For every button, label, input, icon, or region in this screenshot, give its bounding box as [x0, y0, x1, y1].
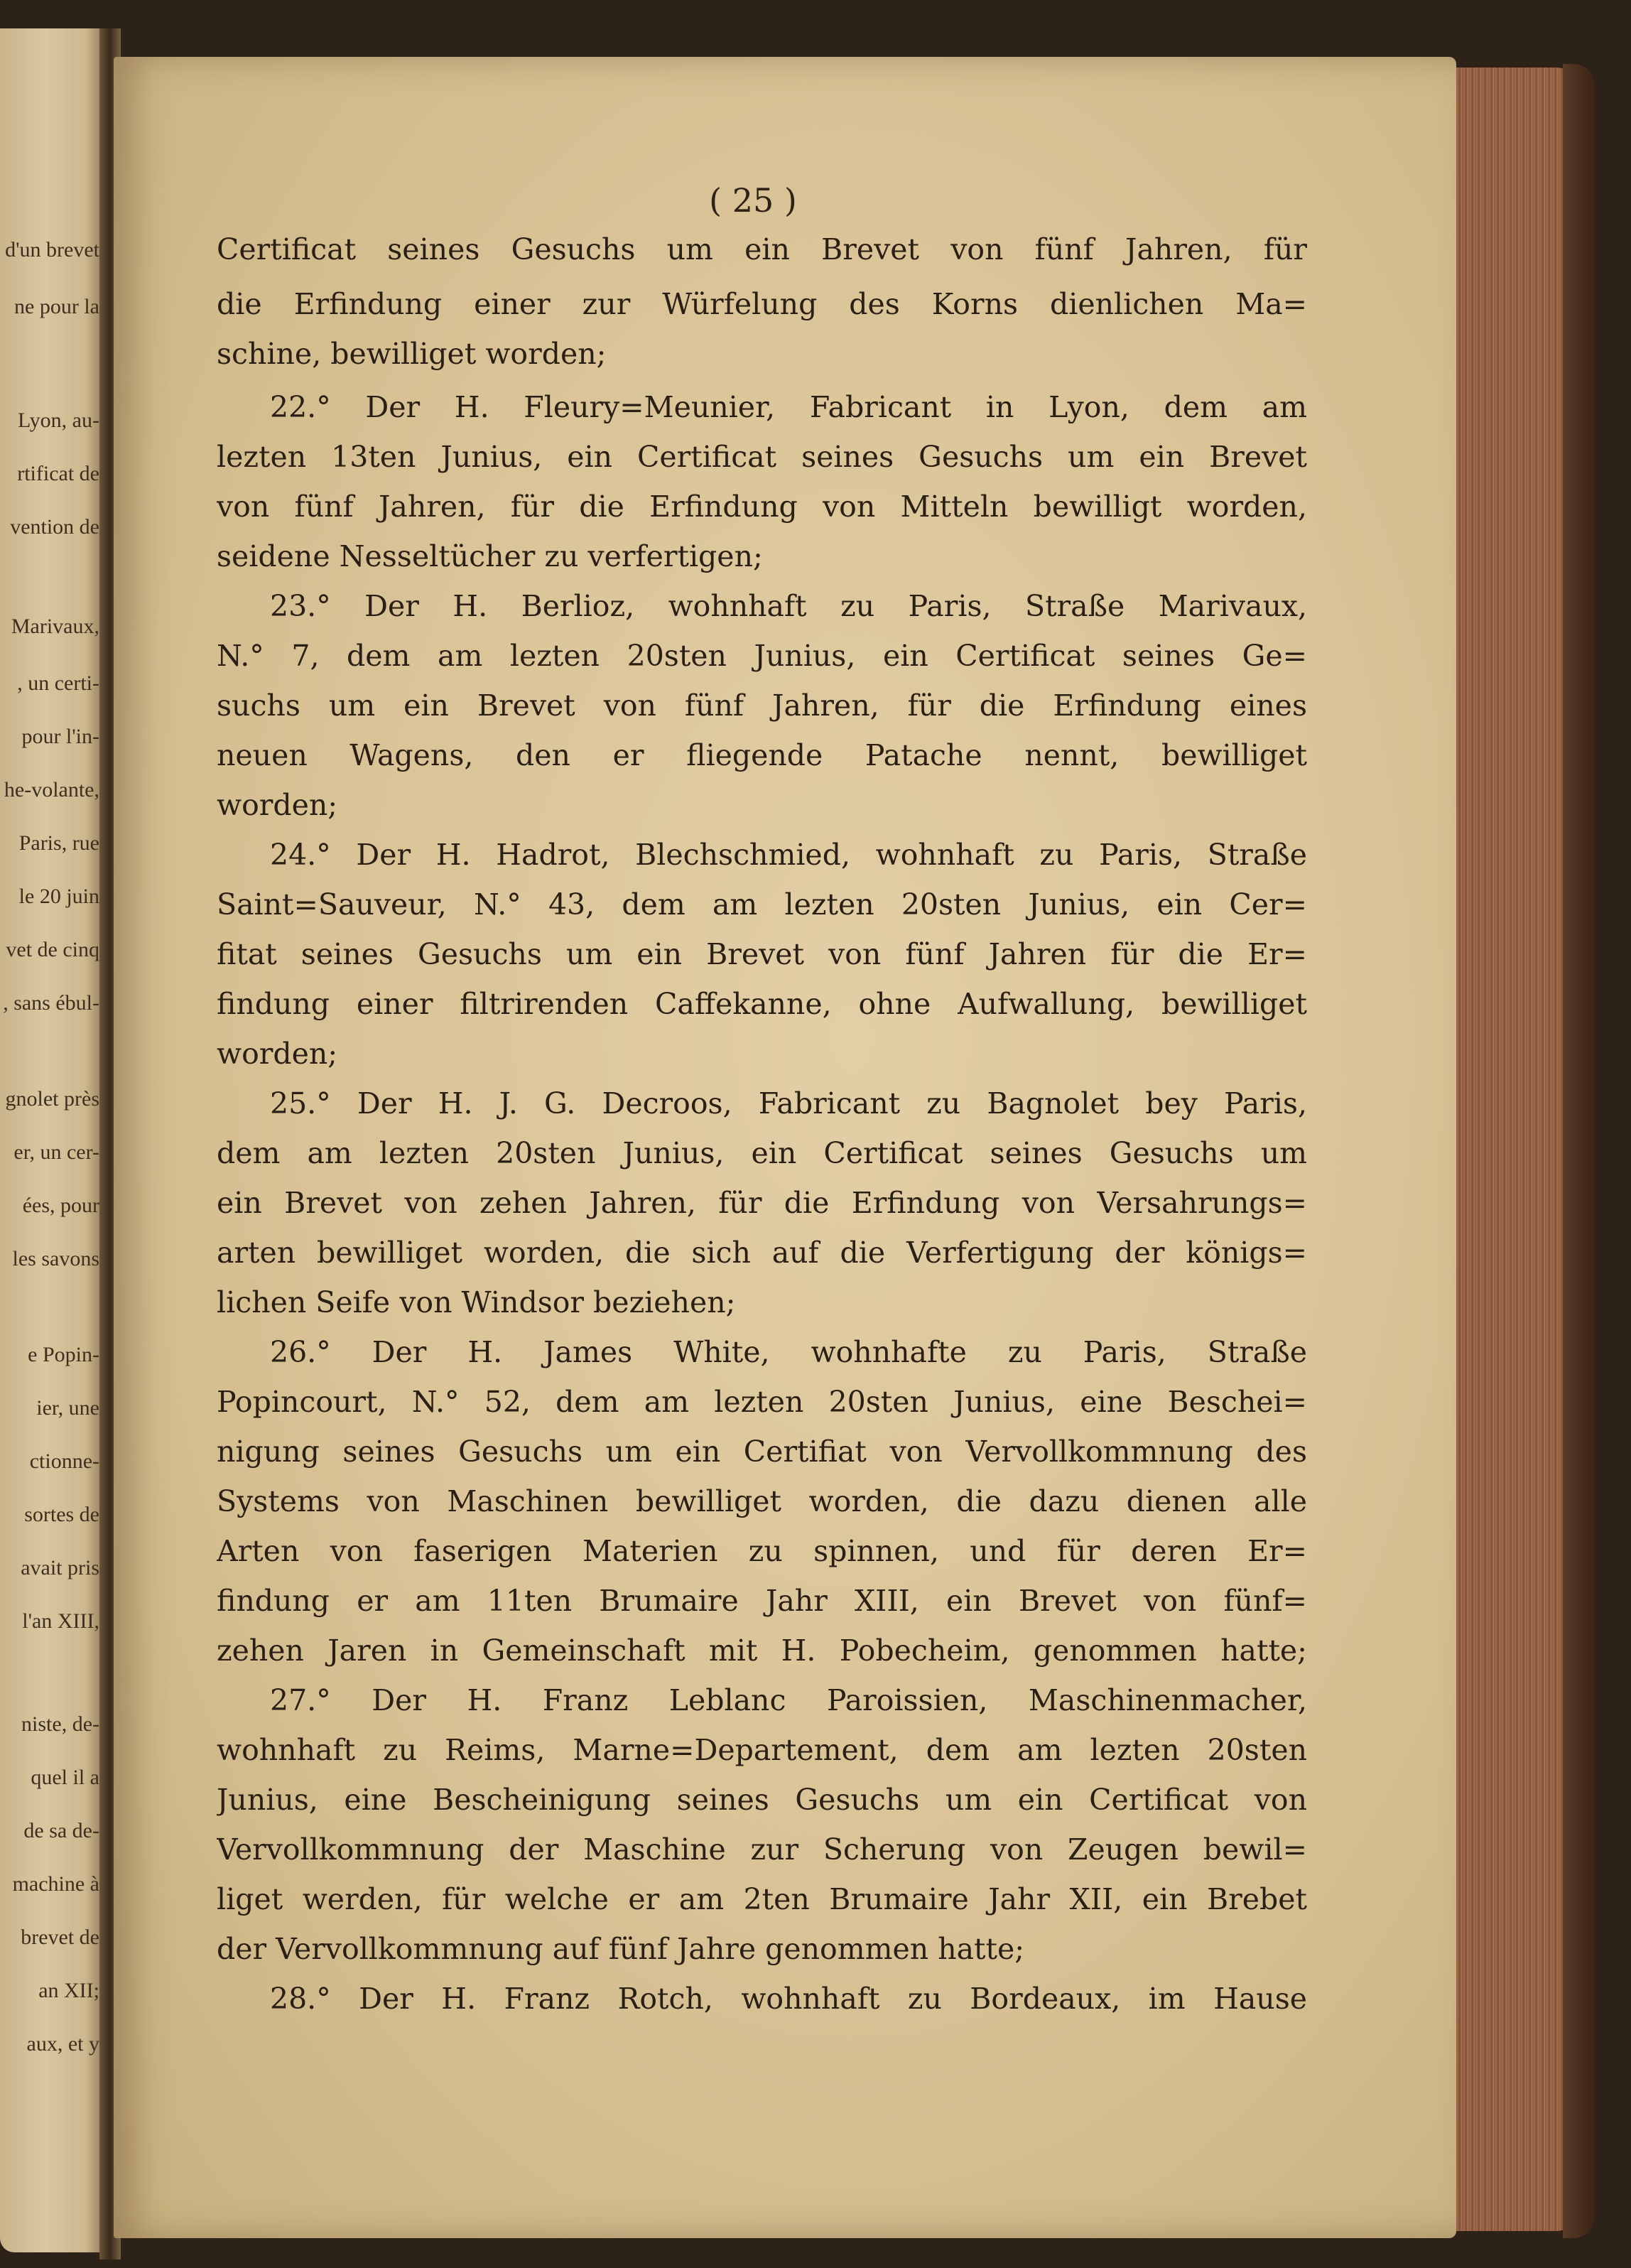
left-fragment: d'un brevet	[5, 238, 99, 261]
text-line: wohnhaft zu Reims, Marne=Departement, dem am lezten 20sten	[217, 1733, 1307, 1767]
left-fragment: vention de	[10, 515, 99, 539]
left-fragment: l'an XIII,	[22, 1609, 99, 1633]
text-line: Vervollkommnung der Maschine zur Scherung von Zeugen bewil=	[217, 1832, 1307, 1867]
text-line: schine, bewilliget worden;	[217, 337, 607, 371]
text-line: der Vervollkommnung auf fünf Jahre genommen hatte;	[217, 1932, 1025, 1966]
text-line: suchs um ein Brevet von fünf Jahren, für die Erfindung eines	[217, 688, 1307, 723]
left-fragment: ier, une	[36, 1396, 99, 1420]
left-fragment: an XII;	[38, 1979, 99, 2002]
text-line: 24.° Der H. Hadrot, Blechschmied, wohnhaft zu Paris, Straße	[270, 838, 1307, 872]
left-fragment: quel il a	[31, 1766, 99, 1789]
left-fragment: de sa de-	[23, 1819, 99, 1842]
text-line: dem am lezten 20sten Junius, ein Certificat seines Gesuchs um	[217, 1136, 1307, 1170]
text-line: findung er am 11ten Brumaire Jahr XIII, ein Brevet von fünf=	[217, 1584, 1307, 1618]
left-fragment: pour l'in-	[21, 725, 99, 748]
left-fragment: er, un cer-	[13, 1140, 99, 1164]
left-fragment: , un certi-	[17, 671, 99, 695]
left-fragment: Lyon, au-	[18, 409, 99, 432]
left-fragment: sortes de	[24, 1503, 99, 1526]
left-fragment: ctionne-	[29, 1449, 99, 1473]
text-line: 26.° Der H. James White, wohnhafte zu Paris, Straße	[270, 1335, 1307, 1369]
text-line: arten bewilliget worden, die sich auf die Verfertigung der königs=	[217, 1236, 1307, 1270]
text-line: neuen Wagens, den er fliegende Patache nennt, bewilliget	[217, 738, 1307, 772]
left-fragment: , sans ébul-	[3, 991, 99, 1015]
text-line: von fünf Jahren, für die Erfindung von Mitteln bewilligt worden,	[217, 490, 1307, 524]
text-line: liget werden, für welche er am 2ten Brumaire Jahr XII, ein Brebet	[217, 1882, 1307, 1916]
left-fragment: machine à	[12, 1872, 99, 1896]
left-fragment: Paris, rue	[18, 831, 99, 855]
page-number: ( 25 )	[709, 181, 797, 220]
left-fragment: he-volante,	[4, 778, 99, 801]
left-fragment: rtificat de	[17, 462, 99, 485]
text-line: worden;	[217, 1037, 338, 1071]
text-line: Arten von faserigen Materien zu spinnen, und für deren Er=	[217, 1534, 1307, 1568]
left-fragment: avait pris	[21, 1556, 99, 1580]
text-line: nigung seines Gesuchs um ein Certifiat von Vervollkommnung des	[217, 1435, 1307, 1469]
text-line: Saint=Sauveur, N.° 43, dem am lezten 20sten Junius, ein Cer=	[217, 887, 1307, 922]
left-fragment: ées, pour	[22, 1194, 99, 1217]
text-line: Popincourt, N.° 52, dem am lezten 20sten Junius, eine Beschei=	[217, 1385, 1307, 1419]
left-fragment: niste, de-	[21, 1712, 99, 1736]
left-fragment: e Popin-	[28, 1343, 99, 1366]
text-line: lezten 13ten Junius, ein Certificat seines Gesuchs um ein Brevet	[217, 440, 1307, 474]
left-fragment: les savons	[12, 1247, 99, 1270]
left-fragment: gnolet près	[5, 1087, 99, 1111]
left-fragment: aux, et y	[26, 2032, 99, 2056]
text-line: 25.° Der H. J. G. Decroos, Fabricant zu Bagnolet bey Paris,	[270, 1086, 1307, 1120]
text-line: ein Brevet von zehen Jahren, für die Erfindung von Versahrungs=	[217, 1186, 1307, 1220]
text-line: Certificat seines Gesuchs um ein Brevet von fünf Jahren, für	[217, 232, 1307, 266]
text-line: zehen Jaren in Gemeinschaft mit H. Pobecheim, genommen hatte;	[217, 1634, 1307, 1668]
text-line: 23.° Der H. Berlioz, wohnhaft zu Paris, Straße Marivaux,	[270, 589, 1307, 623]
text-line: fitat seines Gesuchs um ein Brevet von fünf Jahren für die Er=	[217, 937, 1307, 971]
text-line: 27.° Der H. Franz Leblanc Paroissien, Maschinenmacher,	[270, 1683, 1307, 1717]
text-line: seidene Nesseltücher zu verfertigen;	[217, 539, 763, 573]
text-line: Junius, eine Bescheinigung seines Gesuchs um ein Certificat von	[217, 1783, 1307, 1817]
text-line: 28.° Der H. Franz Rotch, wohnhaft zu Bordeaux, im Hause	[270, 1982, 1307, 2016]
text-line: Systems von Maschinen bewilliget worden, die dazu dienen alle	[217, 1484, 1307, 1518]
text-line: findung einer filtrirenden Caffekanne, ohne Aufwallung, bewilliget	[217, 987, 1307, 1021]
text-line: 22.° Der H. Fleury=Meunier, Fabricant in Lyon, dem am	[270, 390, 1307, 424]
cover-edge	[1563, 64, 1595, 2238]
text-line: die Erfindung einer zur Würfelung des Korns dienlichen Ma=	[217, 287, 1307, 321]
left-fragment: le 20 juin	[18, 885, 99, 908]
left-fragment: Marivaux,	[11, 615, 99, 638]
left-fragment: vet de cinq	[6, 938, 99, 961]
left-fragment: ne pour la	[14, 295, 99, 318]
text-line: lichen Seife von Windsor beziehen;	[217, 1285, 736, 1319]
text-line: N.° 7, dem am lezten 20sten Junius, ein Certificat seines Ge=	[217, 639, 1307, 673]
left-fragment: brevet de	[21, 1926, 99, 1949]
text-line: worden;	[217, 788, 338, 822]
left-page	[0, 28, 107, 2252]
